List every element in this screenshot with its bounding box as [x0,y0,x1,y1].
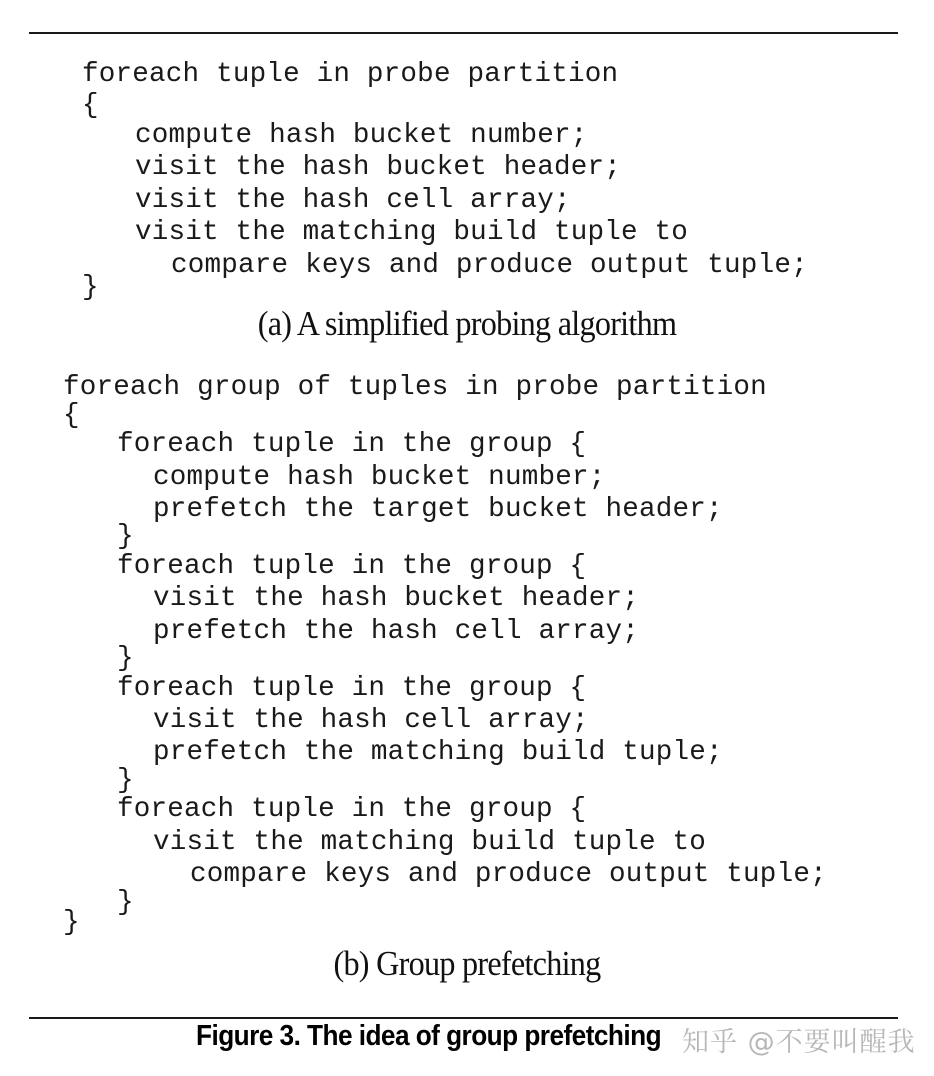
code-line: } [63,907,80,938]
panel-a-caption: (a) A simplified probing algorithm [257,304,677,343]
code-line: visit the hash cell array; [153,705,589,736]
code-line: foreach tuple in the group { [117,673,587,704]
top-rule [29,32,898,34]
code-line: } [117,887,134,918]
code-line: prefetch the hash cell array; [153,616,640,647]
code-line: } [117,521,134,552]
code-line: compute hash bucket number; [135,120,588,151]
code-line: visit the matching build tuple to [153,827,707,858]
code-line: prefetch the matching build tuple; [153,737,723,768]
code-line: compare keys and produce output tuple; [171,250,808,281]
code-line: foreach tuple in the group { [117,429,587,460]
figure-caption: Figure 3. The idea of group prefetching [196,1020,662,1052]
code-line: visit the hash bucket header; [135,152,622,183]
code-line: compare keys and produce output tuple; [190,859,827,890]
code-line: visit the hash bucket header; [153,583,640,614]
code-line: foreach tuple in the group { [117,794,587,825]
code-line: } [117,765,134,796]
code-line: foreach tuple in the group { [117,551,587,582]
code-line: visit the hash cell array; [135,185,571,216]
code-line: compute hash bucket number; [153,462,606,493]
code-line: foreach group of tuples in probe partition [63,372,767,403]
code-line: prefetch the target bucket header; [153,494,723,525]
watermark: 知乎 @不要叫醒我 [682,1027,916,1058]
code-line: { [82,90,99,121]
code-line: { [63,400,80,431]
code-line: } [117,643,134,674]
code-line: } [82,272,99,303]
code-line: visit the matching build tuple to [135,217,689,248]
panel-b-caption: (b) Group prefetching [333,944,601,983]
bottom-rule [29,1017,898,1019]
code-line: foreach tuple in probe partition [82,59,619,90]
